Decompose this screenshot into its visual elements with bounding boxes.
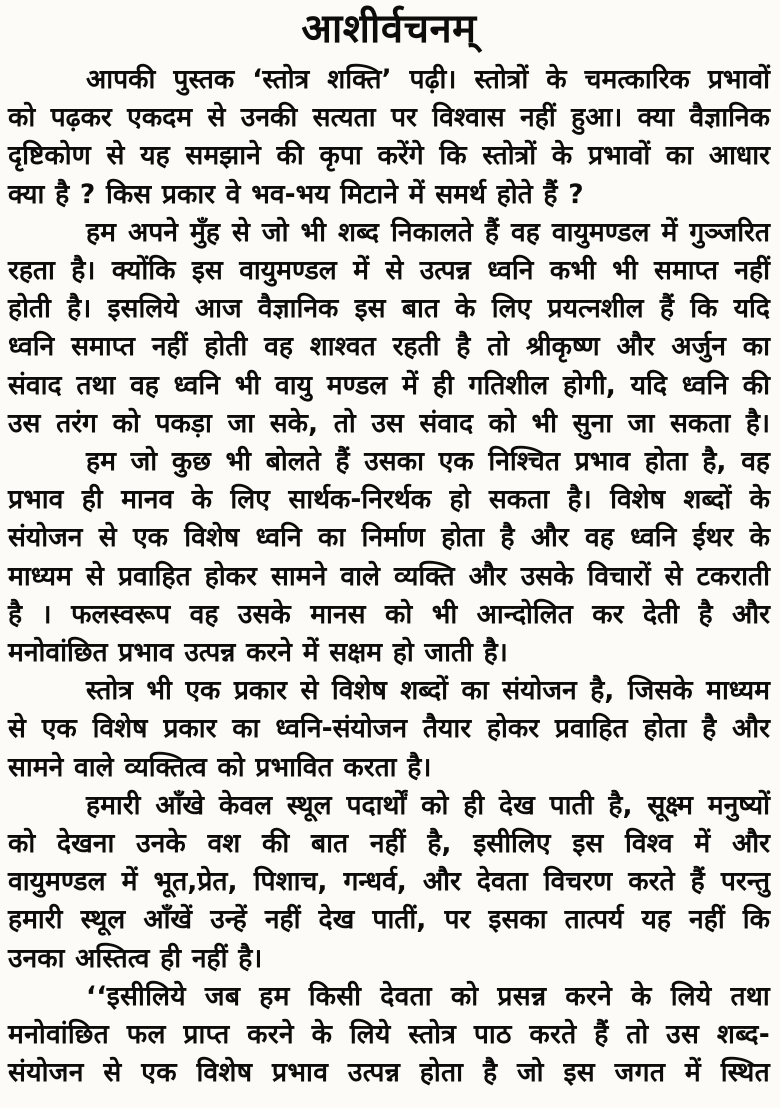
text-line: उनका अस्तित्व ही नहीं है। — [8, 942, 263, 974]
text-line: सामने वाले व्यक्तित्व को प्रभावित करता है। — [8, 751, 432, 783]
text-line: संयोजन से एक विशेष प्रभाव उत्पन्न होता है जो इस जगत में स्थित — [8, 1057, 770, 1089]
paragraph — [8, 214, 770, 443]
text-line: होती है। इसलिये आज वैज्ञानिक इस बात के लिए प्रयत्नशील हैं कि यदि — [8, 293, 770, 325]
paragraph — [8, 787, 770, 978]
text-line: है । फलस्वरूप वह उसके मानस को भी आन्दोलित कर देती है और — [8, 598, 770, 630]
text-line: स्तोत्र भी एक प्रकार से विशेष शब्दों का संयोजन है, जिसके माध्यम — [86, 675, 770, 707]
text-line: मनोवांछित फल प्राप्त करने के लिये स्तोत्र पाठ करते हैं तो उस शब्द- — [8, 1019, 770, 1051]
text-line: दृष्टिकोण से यह समझाने की कृपा करेंगे कि स्तोत्रों के प्रभावों का आधार — [8, 140, 770, 172]
paragraph — [8, 443, 770, 672]
page-title: आशीर्वचनम् — [301, 6, 477, 52]
text-line: मनोवांछित प्रभाव उत्पन्न करने में सक्षम हो जाती है। — [8, 637, 508, 669]
text-line: हम अपने मुँह से जो भी शब्द निकालते हैं वह वायुमण्डल में गुञ्जरित — [86, 216, 770, 248]
text-line: को पढ़कर एकदम से उनकी सत्यता पर विश्वास नहीं हुआ। क्या वैज्ञानिक — [8, 102, 770, 134]
text-line: उस तरंग को पकड़ा जा सके, तो उस संवाद को भी सुना जा सकता है। — [8, 407, 770, 439]
text-line: संवाद तथा वह ध्वनि भी वायु मण्डल में ही गतिशील होगी, यदि ध्वनि की — [8, 369, 770, 401]
text-line: को देखना उनके वश की बात नहीं है, इसीलिए इस विश्व में और — [8, 828, 770, 860]
paragraph — [8, 672, 770, 787]
text-line: माध्यम से प्रवाहित होकर सामने वाले व्यक्ति और उसके विचारों से टकराती — [8, 560, 770, 592]
text-line: क्या है ? किस प्रकार वे भव-भय मिटाने में समर्थ होते हैं ? — [8, 178, 584, 210]
paragraph-bold — [8, 978, 770, 1093]
text-line: से एक विशेष प्रकार का ध्वनि-संयोजन तैयार होकर प्रवाहित होता है और — [8, 713, 770, 745]
text-line: ‘‘इसीलिये जब हम किसी देवता को प्रसन्न करने के लिये तथा — [86, 980, 770, 1012]
text-line: वायुमण्डल में भूत,प्रेत, पिशाच, गन्धर्व, और देवता विचरण करते हैं परन्तु — [8, 866, 770, 898]
text-line: हमारी आँखे केवल स्थूल पदार्थों को ही देख पाती है, सूक्ष्म मनुष्यों — [86, 789, 770, 821]
paragraph — [8, 61, 770, 214]
text-line: संयोजन से एक विशेष ध्वनि का निर्माण होता है और वह ध्वनि ईथर के — [8, 522, 770, 554]
text-line: हमारी स्थूल आँखें उन्हें नहीं देख पातीं, पर इसका तात्पर्य यह नहीं कि — [8, 904, 770, 936]
text-line: आपकी पुस्तक ‘स्तोत्र शक्ति’ पढ़ी। स्तोत्रों के चमत्कारिक प्रभावों — [86, 64, 770, 95]
text-line: प्रभाव ही मानव के लिए सार्थक-निरर्थक हो सकता है। विशेष शब्दों के — [8, 484, 770, 516]
text-line: हम जो कुछ भी बोलते हैं उसका एक निश्चित प्रभाव होता है, वह — [86, 446, 770, 478]
text-line: रहता है। क्योंकि इस वायुमण्डल में से उत्पन्न ध्वनि कभी भी समाप्त नहीं — [8, 255, 770, 287]
text-line: ध्वनि समाप्त नहीं होती वह शाश्वत रहती है तो श्रीकृष्ण और अर्जुन का — [8, 331, 770, 363]
